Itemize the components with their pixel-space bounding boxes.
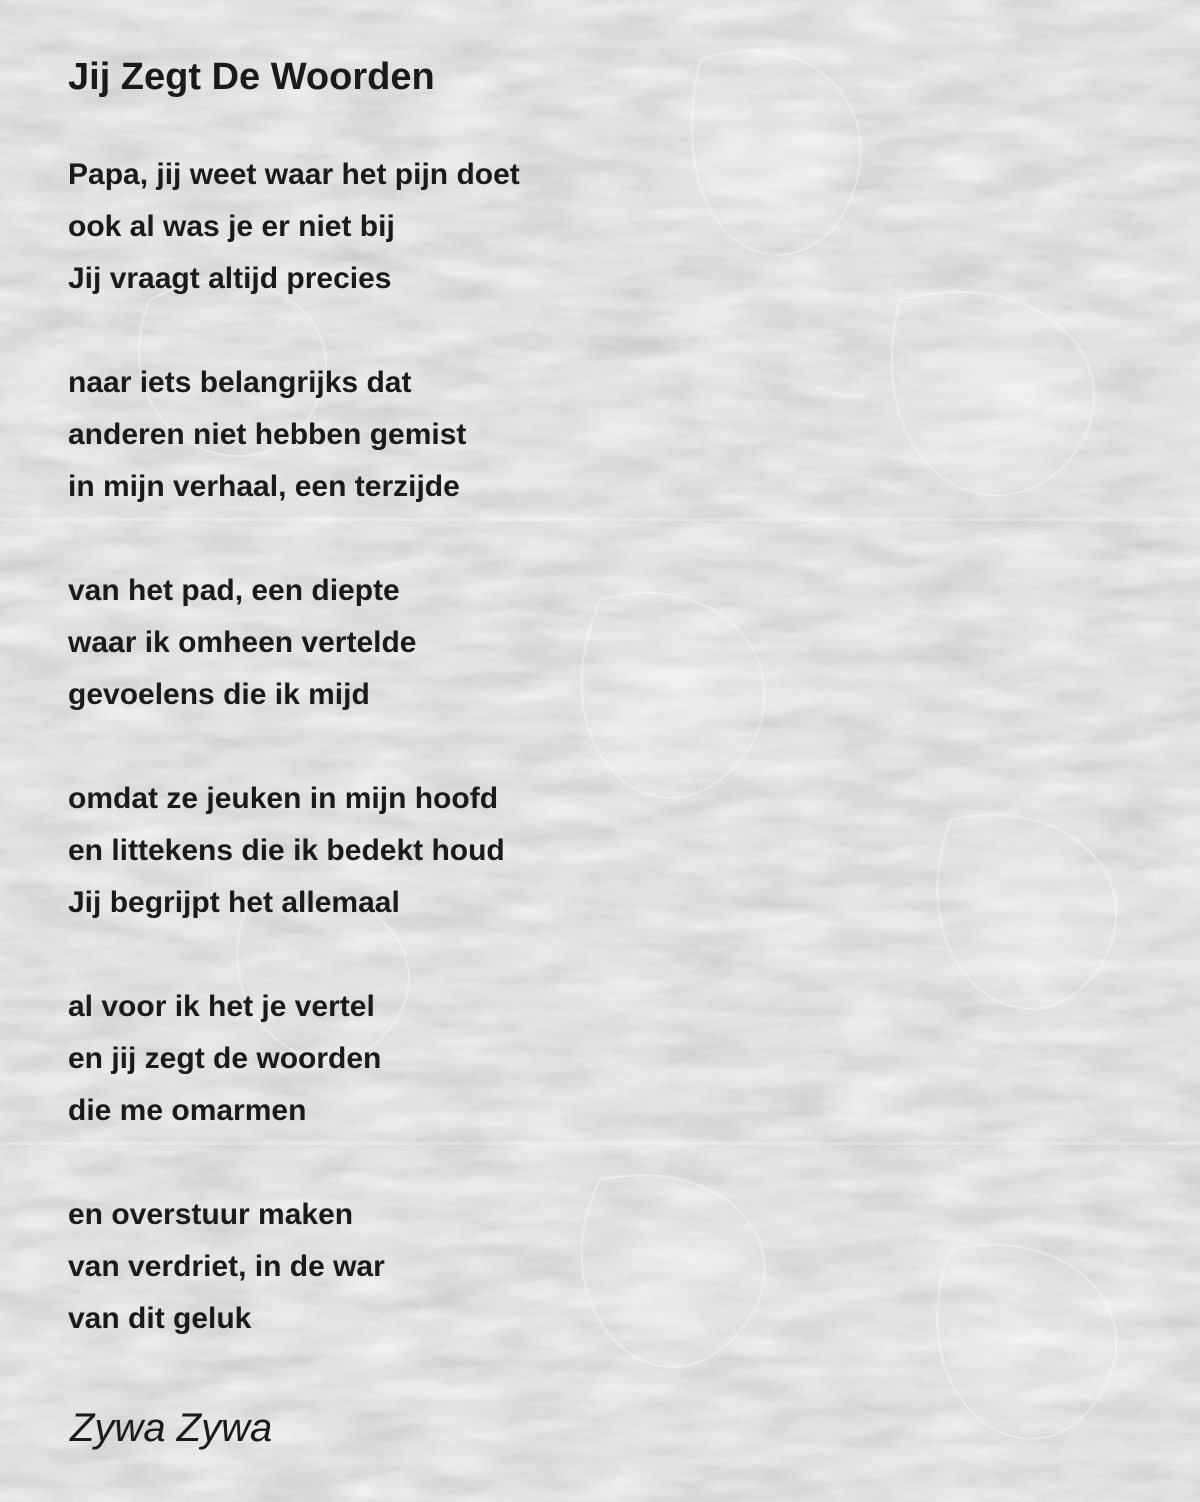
poem-title: Jij Zegt De Woorden [68,56,435,98]
poem-line: Jij begrijpt het allemaal [68,886,400,919]
poem-line: in mijn verhaal, een terzijde [68,470,460,503]
poem-line: Jij vraagt altijd precies [68,262,392,295]
poem-line: naar iets belangrijks dat [68,366,412,399]
poem-line: waar ik omheen vertelde [68,626,417,659]
poem-line: van het pad, een diepte [68,574,400,607]
poem-line: Papa, jij weet waar het pijn doet [68,158,520,191]
poem-line: gevoelens die ik mijd [68,678,370,711]
poem-line: en overstuur maken [68,1198,354,1231]
poem-line: van dit geluk [68,1302,252,1335]
poem-line: en jij zegt de woorden [68,1042,382,1075]
poem-container [68,0,1168,1502]
poem-line: omdat ze jeuken in mijn hoofd [68,782,499,815]
poem-line: anderen niet hebben gemist [68,418,467,451]
poem-line: al voor ik het je vertel [68,990,375,1023]
poem-line: die me omarmen [68,1094,307,1127]
poem-line: ook al was je er niet bij [68,210,395,243]
poem-line: en littekens die ik bedekt houd [68,834,505,867]
poem-author: Zywa Zywa [70,1406,273,1450]
poem-line: van verdriet, in de war [68,1250,385,1283]
